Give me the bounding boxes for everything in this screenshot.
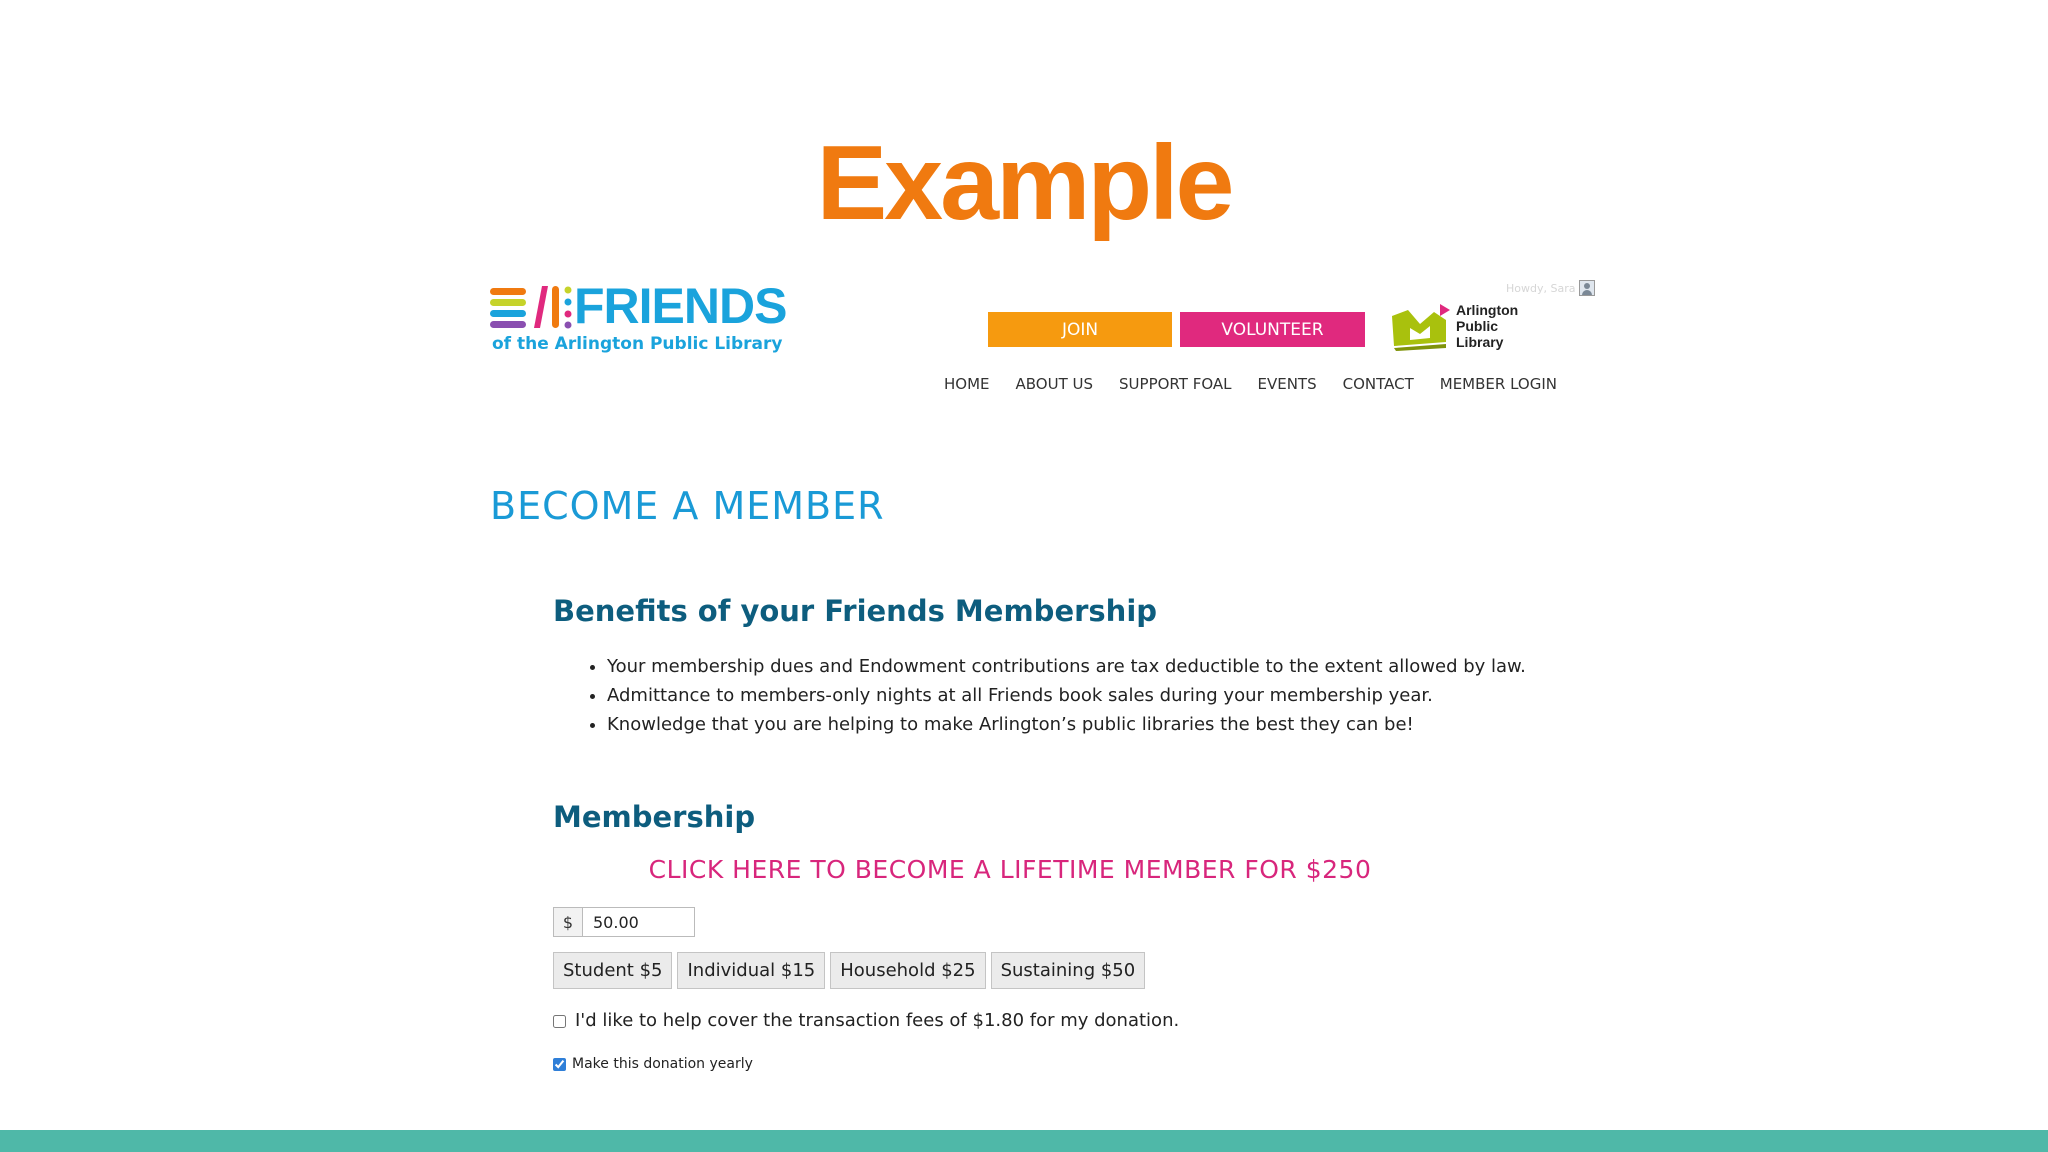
- nav-item-contact[interactable]: CONTACT: [1342, 375, 1414, 393]
- fee-checkbox[interactable]: [553, 1015, 566, 1028]
- currency-symbol: $: [553, 907, 583, 937]
- amount-field-group: [553, 907, 695, 937]
- volunteer-button[interactable]: VOLUNTEER: [1180, 312, 1365, 347]
- friends-logo[interactable]: [490, 278, 790, 362]
- nav-item-home[interactable]: HOME: [944, 375, 990, 393]
- library-logo-text: [1456, 302, 1518, 350]
- logo-bar: [490, 288, 526, 295]
- lifetime-member-link[interactable]: CLICK HERE TO BECOME A LIFETIME MEMBER FOR $250: [648, 855, 1372, 884]
- list-item: • Your membership dues and Endowment contributions are tax deductible to the extent allowed by law.: [607, 652, 1526, 681]
- logo-subtitle: of the Arlington Public Library: [492, 334, 783, 354]
- library-logo-line: Public: [1456, 318, 1499, 334]
- fee-option: [553, 1010, 1179, 1031]
- membership-heading: Membership: [553, 800, 756, 834]
- logo-bars-icon: [490, 284, 576, 332]
- benefits-heading: Benefits of your Friends Membership: [553, 594, 1158, 628]
- tier-sustaining-button[interactable]: Sustaining $50: [991, 952, 1146, 989]
- yearly-label: Make this donation yearly: [572, 1056, 753, 1072]
- fee-label: I'd like to help cover the transaction fees of $1.80 for my donation.: [575, 1010, 1180, 1031]
- list-item: • Knowledge that you are helping to make Arlington’s public libraries the best they can be!: [607, 710, 1526, 739]
- user-widget[interactable]: [1506, 278, 1595, 298]
- nav-item-member-login[interactable]: MEMBER LOGIN: [1439, 375, 1557, 393]
- yearly-checkbox[interactable]: [553, 1058, 566, 1071]
- footer-bar: [0, 1130, 2048, 1152]
- nav-item-events[interactable]: EVENTS: [1257, 375, 1317, 393]
- logo-bar: [490, 310, 526, 317]
- logo-bar: [490, 299, 526, 306]
- nav-item-about-us[interactable]: ABOUT US: [1015, 375, 1094, 393]
- page-title: BECOME A MEMBER: [490, 484, 885, 528]
- main-nav: [944, 373, 1583, 395]
- tier-buttons: [553, 952, 1145, 989]
- list-item: • Admittance to members-only nights at all Friends book sales during your membership year.: [607, 681, 1526, 710]
- slide-title: Example: [816, 124, 1232, 242]
- logo-slash: [534, 286, 548, 328]
- join-button[interactable]: JOIN: [988, 312, 1172, 347]
- avatar[interactable]: [1579, 280, 1595, 296]
- arlington-library-logo[interactable]: [1390, 300, 1530, 354]
- benefits-list: [580, 652, 1526, 739]
- tier-individual-button[interactable]: Individual $15: [677, 952, 825, 989]
- logo-bar: [490, 321, 526, 328]
- logo-bar: [552, 286, 559, 328]
- tier-student-button[interactable]: Student $5: [553, 952, 672, 989]
- nav-item-support-foal[interactable]: SUPPORT FOAL: [1119, 375, 1232, 393]
- logo-wordmark: FRIENDS: [574, 278, 787, 334]
- library-logo-line: Arlington: [1456, 302, 1519, 318]
- yearly-option: [553, 1056, 753, 1072]
- user-greeting: Howdy, Sara: [1506, 281, 1576, 295]
- amount-input[interactable]: [583, 907, 695, 937]
- tier-household-button[interactable]: Household $25: [830, 952, 985, 989]
- library-logo-icon: [1390, 302, 1452, 352]
- library-logo-line: Library: [1456, 334, 1504, 350]
